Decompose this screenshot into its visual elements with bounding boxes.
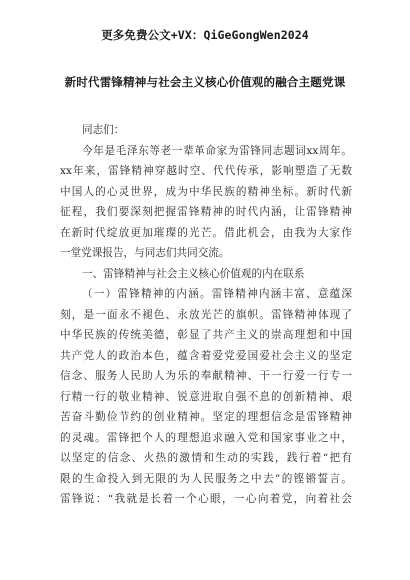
paragraph-line: 共产党人的政治本色，蕴含着爱党爱国爱社会主义的坚定 — [60, 349, 352, 362]
paragraph-line: 今年是毛泽东等老一辈革命家为雷锋同志题词xx周年。 — [82, 144, 352, 157]
watermark-header: 更多免费公文+VX：QiGeGongWen2024 — [101, 28, 309, 42]
paragraph-line: 行精一行的敬业精神、锐意进取自强不息的创新精神、艰 — [60, 390, 352, 403]
paragraph-line: （一）雷锋精神的内涵。雷锋精神内涵丰富、意蕴深 — [82, 288, 352, 300]
paragraph-line: 在新时代绽放更加璀璨的光芒。借此机会，由我为大家作 — [60, 226, 352, 239]
paragraph-line: xx年来，雷锋精神穿越时空、代代传承，影响塑造了无数 — [60, 165, 352, 177]
paragraph-line: 中华民族的传统美德，彰显了共产主义的崇高理想和中国 — [60, 329, 352, 341]
paragraph-line: 的灵魂。雷锋把个人的理想追求融入党和国家事业之中， — [60, 431, 352, 444]
paragraph-line: 信念、服务人民助人为乐的奉献精神、干一行爱一行专一 — [60, 370, 352, 382]
greeting-line: 同志们： — [82, 124, 125, 136]
paragraph-line: 限的生命投入到无限的为人民服务之中去”的铿锵誓言。 — [60, 472, 352, 485]
paragraph-line: 中国人的心灵世界，成为中华民族的精神坐标。新时代新 — [60, 185, 352, 198]
paragraph-line: 雷锋说：“我就是长着一个心眼，一心向着党，向着社会 — [60, 493, 352, 505]
paragraph-line: 一堂党课报告，与同志们共同交流。 — [60, 247, 230, 259]
section-heading: 一、雷锋精神与社会主义核心价值观的内在联系 — [82, 267, 305, 280]
document-title: 新时代雷锋精神与社会主义核心价值观的融合主题党课 — [64, 75, 346, 89]
paragraph-line: 苦奋斗勤俭节约的创业精神。坚定的理想信念是雷锋精神 — [60, 411, 352, 423]
paragraph-line: 征程，我们要深刻把握雷锋精神的时代内涵，让雷锋精神 — [60, 206, 352, 218]
paragraph-line: 刻，是一面永不褪色、永放光芒的旗帜。雷锋精神体现了 — [60, 308, 352, 321]
paragraph-line: 以坚定的信念、火热的激情和生动的实践，践行着“把有 — [60, 452, 352, 464]
document-body — [60, 120, 352, 510]
